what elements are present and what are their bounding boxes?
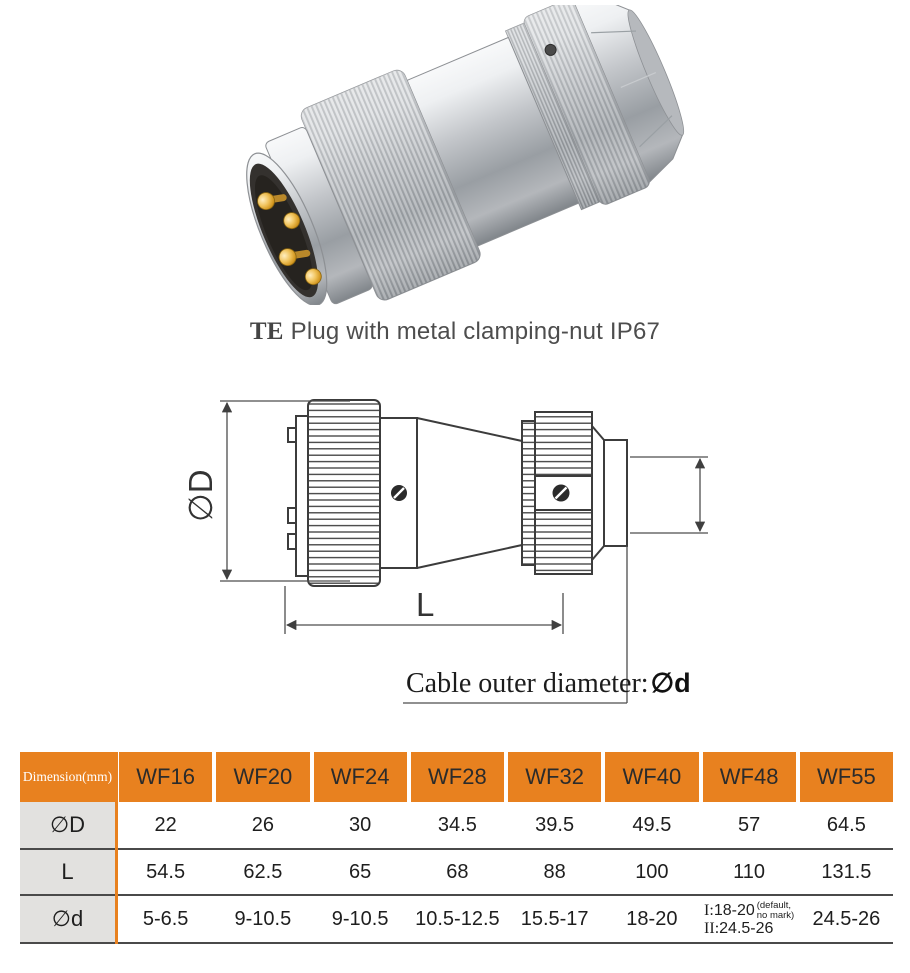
column-header-wf20: WF20 bbox=[216, 752, 309, 802]
column-header-wf55: WF55 bbox=[800, 752, 893, 802]
table-cell: 10.5-12.5 bbox=[411, 896, 504, 942]
table-corner-cell: Dimension(mm) bbox=[20, 752, 115, 802]
table-cell: 65 bbox=[314, 850, 407, 894]
rear-cylinder bbox=[604, 440, 627, 546]
row-label-length: L bbox=[20, 850, 115, 894]
cable-diameter-label: Cable outer diameter:∅d bbox=[406, 668, 691, 699]
table-cell: 49.5 bbox=[605, 802, 698, 848]
series-code: TE bbox=[249, 318, 284, 345]
table-cell: 22 bbox=[119, 802, 212, 848]
table-cell: 64.5 bbox=[800, 802, 893, 848]
table-cell-wf48-special: I:18-20 (default, no mark) II:24.5-26 bbox=[703, 896, 796, 942]
diameter-label: ∅D bbox=[182, 469, 219, 522]
product-photo bbox=[225, 5, 685, 305]
product-title bbox=[0, 318, 910, 346]
table-cell: 110 bbox=[703, 850, 796, 894]
column-header-wf32: WF32 bbox=[508, 752, 601, 802]
table-cell: 5-6.5 bbox=[119, 896, 212, 942]
knurled-ring-drawing bbox=[308, 400, 380, 586]
table-row-cable-diameter bbox=[20, 896, 893, 942]
connector-photo-illustration bbox=[225, 5, 685, 305]
step-ring bbox=[522, 421, 535, 565]
table-cell: 54.5 bbox=[119, 850, 212, 894]
dimension-drawing-svg bbox=[0, 388, 910, 723]
accent-divider bbox=[115, 752, 118, 944]
column-header-wf24: WF24 bbox=[314, 752, 407, 802]
table-cell: 9-10.5 bbox=[216, 896, 309, 942]
table-cell: 30 bbox=[314, 802, 407, 848]
row-label-diameter: ∅D bbox=[20, 802, 115, 848]
connector-body-group bbox=[225, 5, 685, 305]
column-header-wf48: WF48 bbox=[703, 752, 796, 802]
table-row-diameter bbox=[20, 802, 893, 848]
column-header-wf40: WF40 bbox=[605, 752, 698, 802]
table-cell: 9-10.5 bbox=[314, 896, 407, 942]
column-header-wf28: WF28 bbox=[411, 752, 504, 802]
table-cell: 88 bbox=[508, 850, 601, 894]
table-cell: 15.5-17 bbox=[508, 896, 601, 942]
row-label-cable-diameter: ∅d bbox=[20, 896, 115, 942]
table-cell: 24.5-26 bbox=[800, 896, 893, 942]
taper-bottom bbox=[417, 545, 522, 568]
bayonet-tab bbox=[288, 508, 296, 523]
length-label: L bbox=[416, 586, 435, 623]
spec-table bbox=[20, 752, 893, 944]
table-cell: 57 bbox=[703, 802, 796, 848]
table-bottom-border bbox=[20, 942, 893, 944]
dimension-lines bbox=[220, 401, 708, 703]
bayonet-tab bbox=[288, 534, 296, 549]
taper-top bbox=[417, 418, 522, 441]
table-cell: 100 bbox=[605, 850, 698, 894]
table-cell: 62.5 bbox=[216, 850, 309, 894]
table-row-length bbox=[20, 850, 893, 894]
table-cell: 34.5 bbox=[411, 802, 504, 848]
table-cell: 39.5 bbox=[508, 802, 601, 848]
table-cell: 18-20 bbox=[605, 896, 698, 942]
product-title-text: Plug with metal clamping-nut IP67 bbox=[290, 318, 661, 345]
column-header-wf16: WF16 bbox=[119, 752, 212, 802]
front-flange bbox=[296, 416, 308, 576]
connector-outline bbox=[288, 400, 627, 586]
table-cell: 26 bbox=[216, 802, 309, 848]
bayonet-tab bbox=[288, 428, 296, 442]
table-cell: 68 bbox=[411, 850, 504, 894]
table-cell: 131.5 bbox=[800, 850, 893, 894]
dimension-drawing bbox=[0, 388, 910, 723]
table-header-row bbox=[20, 752, 893, 802]
